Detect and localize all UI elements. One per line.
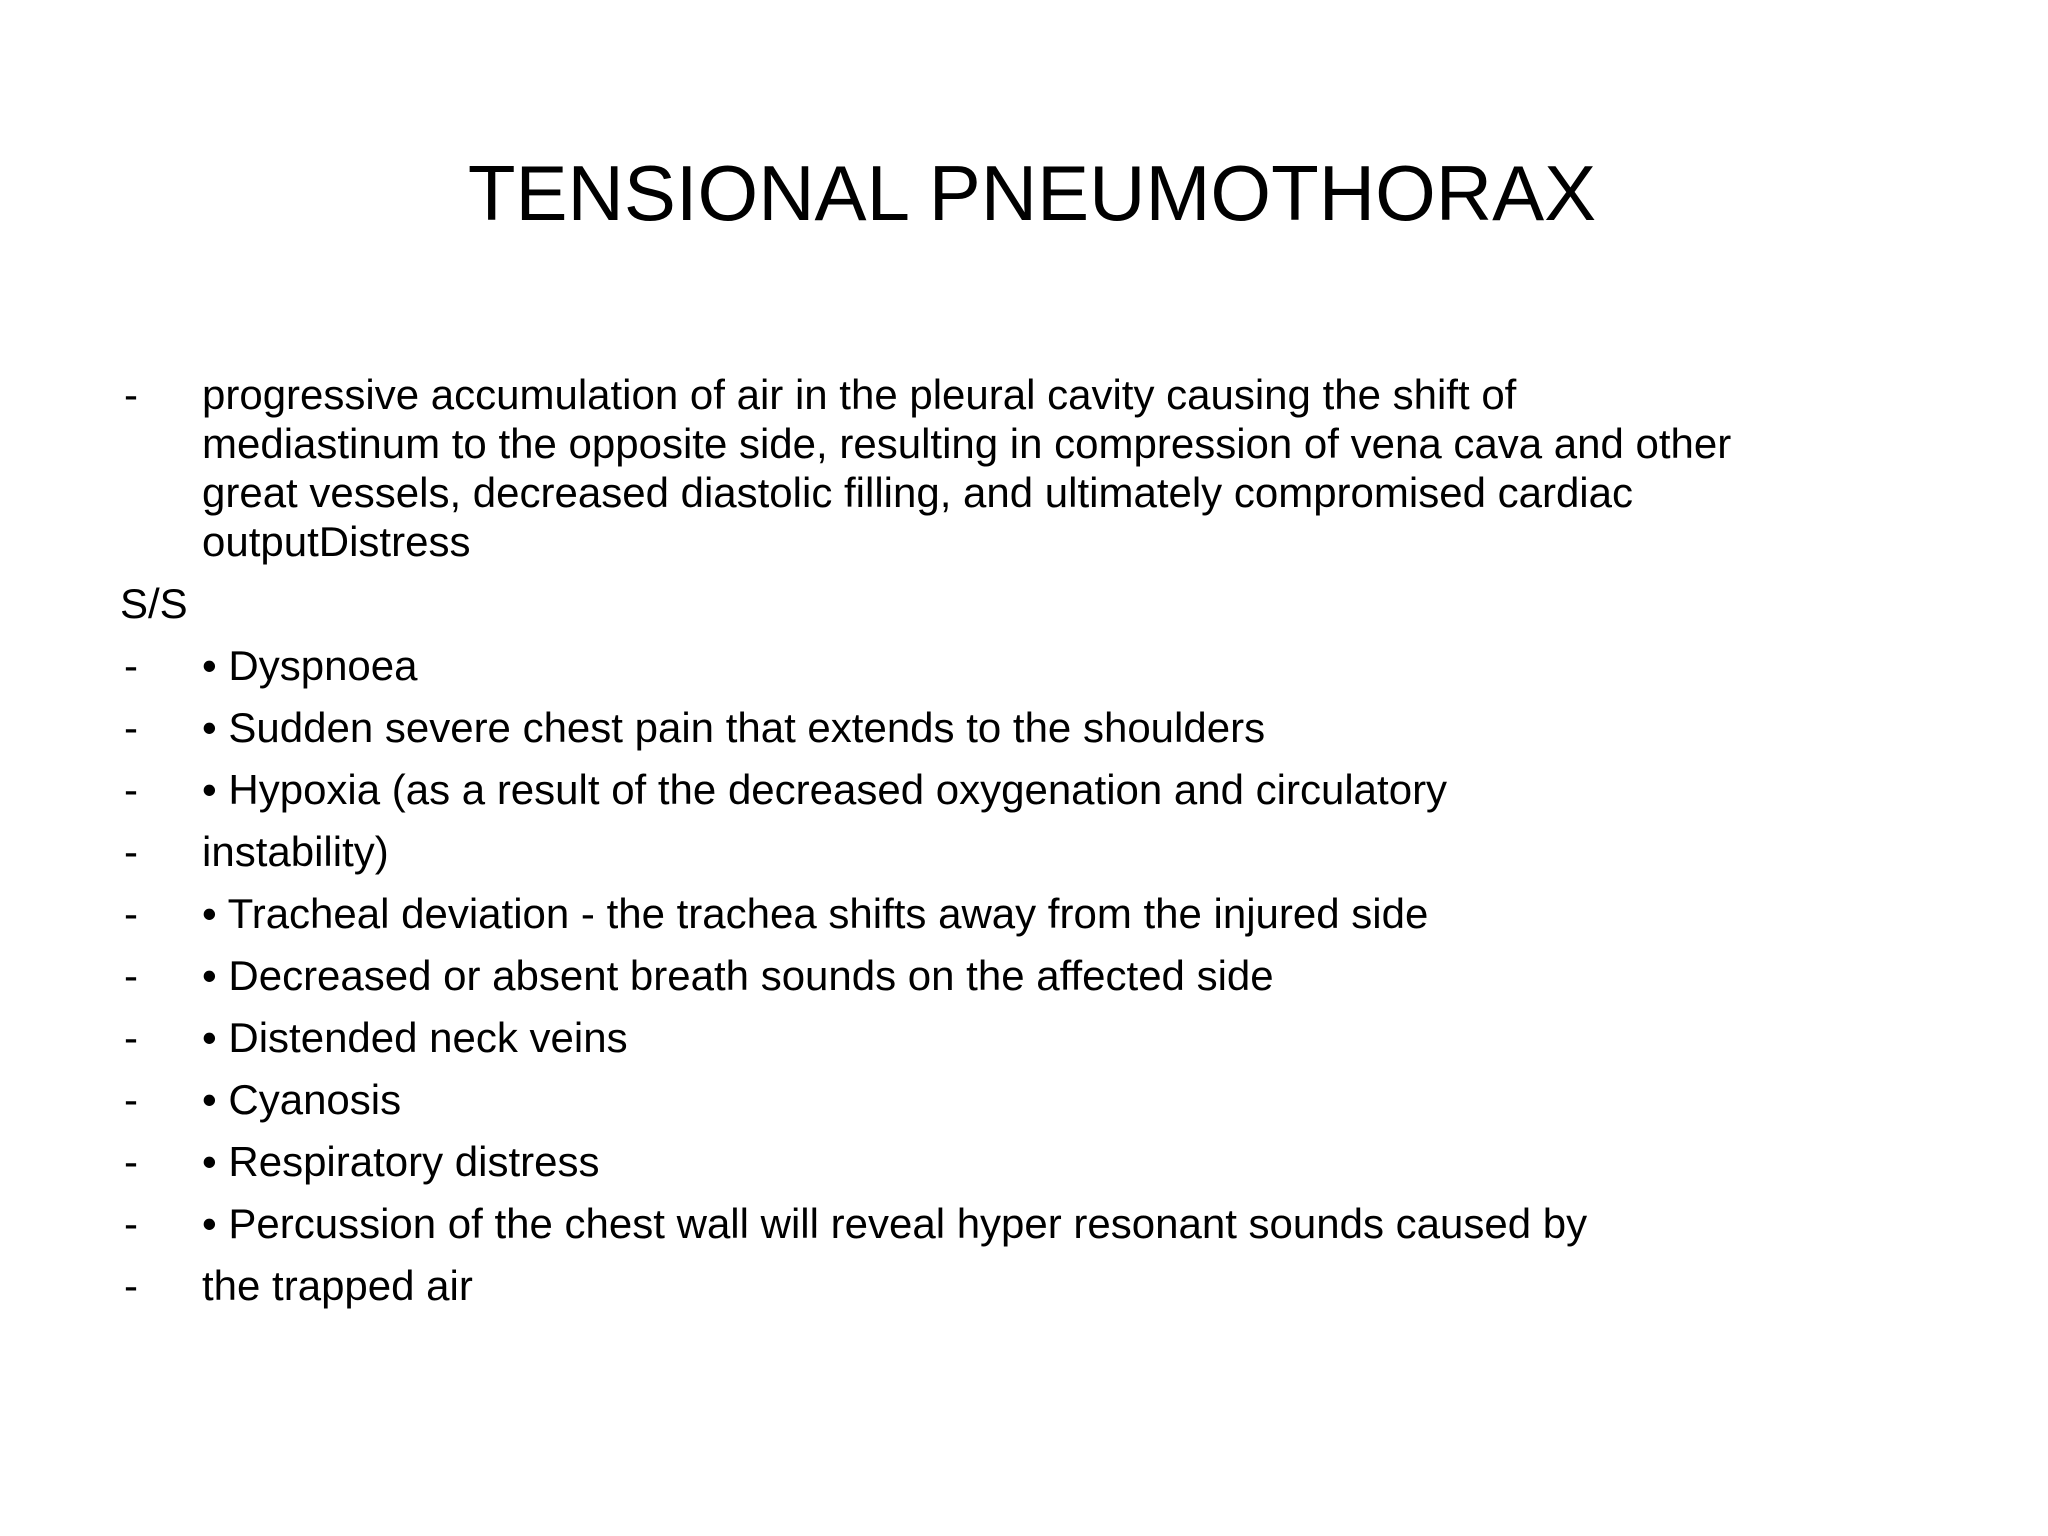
list-item bbox=[120, 827, 2000, 876]
list-item bbox=[120, 1199, 2000, 1248]
list-item-text: • Decreased or absent breath sounds on the affected side bbox=[202, 952, 1274, 999]
list-marker: - bbox=[124, 1138, 138, 1185]
definition-line: progressive accumulation of air in the pleural cavity causing the shift of bbox=[202, 371, 1517, 418]
list-item-text: • Dyspnoea bbox=[202, 642, 418, 689]
list-item-text: • Respiratory distress bbox=[202, 1138, 600, 1185]
list-marker: - bbox=[124, 1262, 138, 1309]
list-item bbox=[120, 1075, 2000, 1124]
list-marker: - bbox=[124, 890, 138, 937]
list-marker: - bbox=[124, 371, 138, 418]
definition-line: great vessels, decreased diastolic filling, and ultimately compromised cardiac bbox=[202, 469, 1633, 516]
list-item bbox=[120, 641, 2000, 690]
list-marker: - bbox=[124, 766, 138, 813]
list-marker: - bbox=[124, 1076, 138, 1123]
list-item-text: • Sudden severe chest pain that extends to the shoulders bbox=[202, 704, 1266, 751]
slide-title: TENSIONAL PNEUMOTHORAX bbox=[467, 149, 1597, 237]
list-item-text: • Cyanosis bbox=[202, 1076, 402, 1123]
list-item-text: • Tracheal deviation - the trachea shifts away from the injured side bbox=[202, 890, 1429, 937]
definition-line: mediastinum to the opposite side, resulting in compression of vena cava and other bbox=[202, 420, 1732, 467]
list-marker: - bbox=[124, 952, 138, 999]
definition-item bbox=[120, 370, 2000, 566]
list-marker: - bbox=[124, 828, 138, 875]
list-item bbox=[120, 1137, 2000, 1186]
list-marker: - bbox=[124, 704, 138, 751]
list-marker: - bbox=[124, 1200, 138, 1247]
definition-line: outputDistress bbox=[202, 518, 471, 565]
list-marker: - bbox=[124, 1014, 138, 1061]
list-item-text: • Hypoxia (as a result of the decreased oxygenation and circulatory bbox=[202, 766, 1448, 813]
slide-body bbox=[120, 370, 2000, 1323]
section-heading: S/S bbox=[120, 580, 188, 627]
list-item-text: • Percussion of the chest wall will reveal hyper resonant sounds caused by bbox=[202, 1200, 1588, 1247]
list-item bbox=[120, 1013, 2000, 1062]
list-item bbox=[120, 703, 2000, 752]
list-item bbox=[120, 951, 2000, 1000]
list-item-text: • Distended neck veins bbox=[202, 1014, 628, 1061]
list-item bbox=[120, 765, 2000, 814]
list-item-text: the trapped air bbox=[202, 1262, 473, 1309]
list-item bbox=[120, 889, 2000, 938]
list-marker: - bbox=[124, 642, 138, 689]
list-item-text: instability) bbox=[202, 828, 389, 875]
list-item bbox=[120, 1261, 2000, 1310]
